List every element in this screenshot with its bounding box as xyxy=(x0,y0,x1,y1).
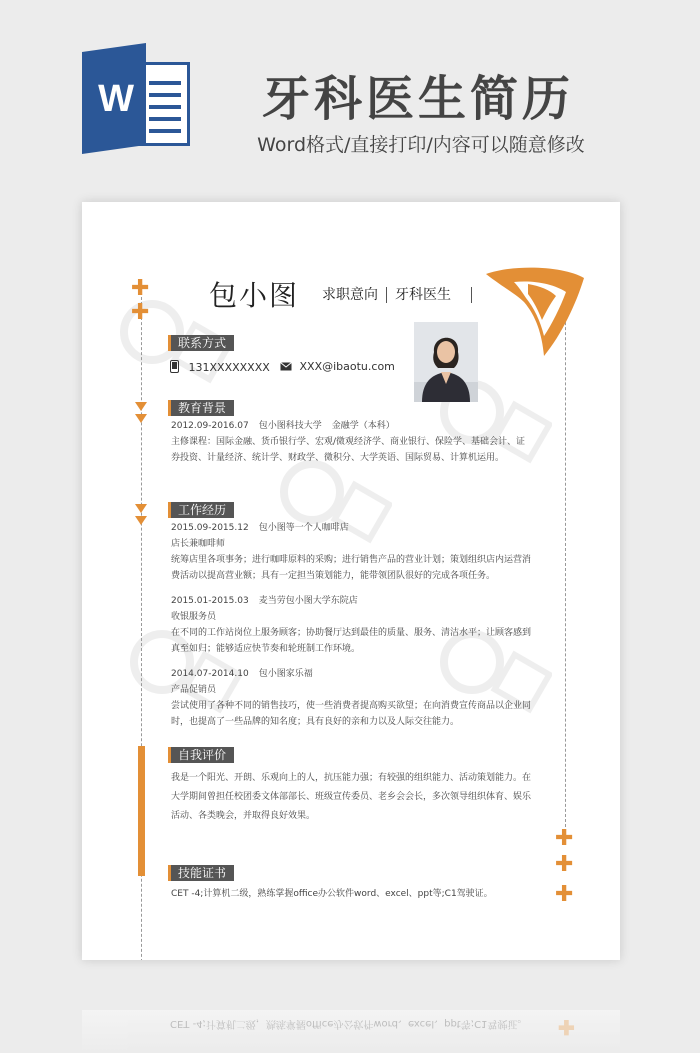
plus-icon: ✚ xyxy=(131,276,150,301)
work-header xyxy=(171,666,551,682)
email-address: XXX@ibaotu.com xyxy=(299,360,395,373)
work-line: 在不同的工作站岗位上服务顾客；协助餐厅达到最佳的质量、服务、清洁水平；让顾客感到 xyxy=(171,628,532,638)
education-line: 主修课程：国际金融、货币银行学、宏观/微观经济学、商业银行、保险学、基础会计、证 xyxy=(171,437,526,447)
self-line: 大学期间曾担任校团委文体部部长、班级宣传委员、老乡会会长，多次领导组织体育、娱乐 xyxy=(171,792,532,802)
work-period: 2015.09-2015.12 xyxy=(171,523,249,533)
education-school: 包小图科技大学 xyxy=(258,421,322,431)
candidate-name: 包小图 xyxy=(209,279,300,312)
triangle-down-icon xyxy=(135,402,147,411)
phone-number: 131XXXXXXXX xyxy=(188,361,270,374)
self-evaluation-block xyxy=(171,769,551,826)
intent-value: 牙科医生 xyxy=(395,287,451,303)
phone-icon xyxy=(170,360,179,373)
work-line: 时，也提高了一些品牌的知名度；具有良好的亲和力以及人际交往能力。 xyxy=(171,717,460,727)
plus-icon: ✚ xyxy=(558,1018,575,1040)
triangle-down-icon xyxy=(135,414,147,423)
triangle-down-icon xyxy=(135,516,147,525)
banner-title: 牙科医生简历 xyxy=(261,71,574,127)
self-line: 我是一个阳光、开朗、乐观向上的人，抗压能力强；有较强的组织能力、活动策划能力。在 xyxy=(171,773,532,783)
skills-text: CET -4;计算机二级，熟练掌握office办公软件word、excel、ppt等;C1驾驶证。 xyxy=(171,889,493,899)
education-period: 2012.09-2016.07 xyxy=(171,421,249,431)
work-line: 尝试使用了各种不同的销售技巧，使一些消费者提高购买欲望；在向消费宣传商品以企业同 xyxy=(171,701,532,711)
work-company: 麦当劳包小图大学东院店 xyxy=(258,596,358,606)
education-header xyxy=(171,418,551,434)
plus-icon: ✚ xyxy=(555,882,574,907)
work-line: 费活动以提高营业额；具有一定担当策划能力，能带领团队很好的完成各项任务。 xyxy=(171,571,496,581)
work-role: 产品促销员 xyxy=(171,685,217,695)
accent-bar xyxy=(138,746,145,876)
work-role: 店长兼咖啡师 xyxy=(171,539,226,549)
plus-icon: ✚ xyxy=(555,852,574,877)
word-icon xyxy=(82,52,194,154)
job-intent xyxy=(322,284,480,304)
education-block xyxy=(171,418,551,466)
mail-icon xyxy=(280,362,292,371)
work-header xyxy=(171,593,551,609)
work-item xyxy=(171,666,551,730)
intent-label: 求职意向 xyxy=(322,287,378,303)
triangle-down-icon xyxy=(135,504,147,513)
work-line: 统筹店里各项事务；进行咖啡原料的采购；进行销售产品的营业计划；策划组织店内运营消 xyxy=(171,555,532,565)
work-line: 真至如归；能够适应快节奏和轮班制工作环境。 xyxy=(171,644,361,654)
section-contact: 联系方式 xyxy=(170,335,234,351)
self-line: 活动、各类晚会，并取得良好效果。 xyxy=(171,811,316,821)
word-letter: W xyxy=(98,78,134,120)
education-major: 金融学（本科） xyxy=(331,421,395,431)
section-work: 工作经历 xyxy=(170,502,234,518)
work-period: 2015.01-2015.03 xyxy=(171,596,249,606)
work-item xyxy=(171,593,551,657)
plus-icon: ✚ xyxy=(131,300,150,325)
email-row xyxy=(280,360,395,373)
education-line: 券投资、计量经济、统计学、财政学、微积分、大学英语、国际贸易、计算机运用。 xyxy=(171,453,505,463)
section-skills: 技能证书 xyxy=(170,865,234,881)
resume-page xyxy=(82,202,620,960)
work-header xyxy=(171,520,551,536)
work-company: 包小图家乐福 xyxy=(258,669,313,679)
work-company: 包小图等一个人咖啡店 xyxy=(258,523,349,533)
plus-icon: ✚ xyxy=(555,826,574,851)
work-period: 2014.07-2014.10 xyxy=(171,669,249,679)
section-self-evaluation: 自我评价 xyxy=(170,747,234,763)
work-item xyxy=(171,520,551,584)
logo-icon xyxy=(484,264,588,358)
photo-avatar xyxy=(414,322,478,402)
reflection-text: CET -4;计算机二级，熟练掌握office办公软件word、excel、ppt等;C1驾驶证。 xyxy=(170,1018,528,1029)
phone-row xyxy=(170,360,270,374)
right-dashed-line xyxy=(565,282,566,832)
section-education: 教育背景 xyxy=(170,400,234,416)
banner-subtitle: Word格式/直接打印/内容可以随意修改 xyxy=(257,134,585,156)
page-reflection xyxy=(82,1010,620,1053)
work-role: 收银服务员 xyxy=(171,612,217,622)
